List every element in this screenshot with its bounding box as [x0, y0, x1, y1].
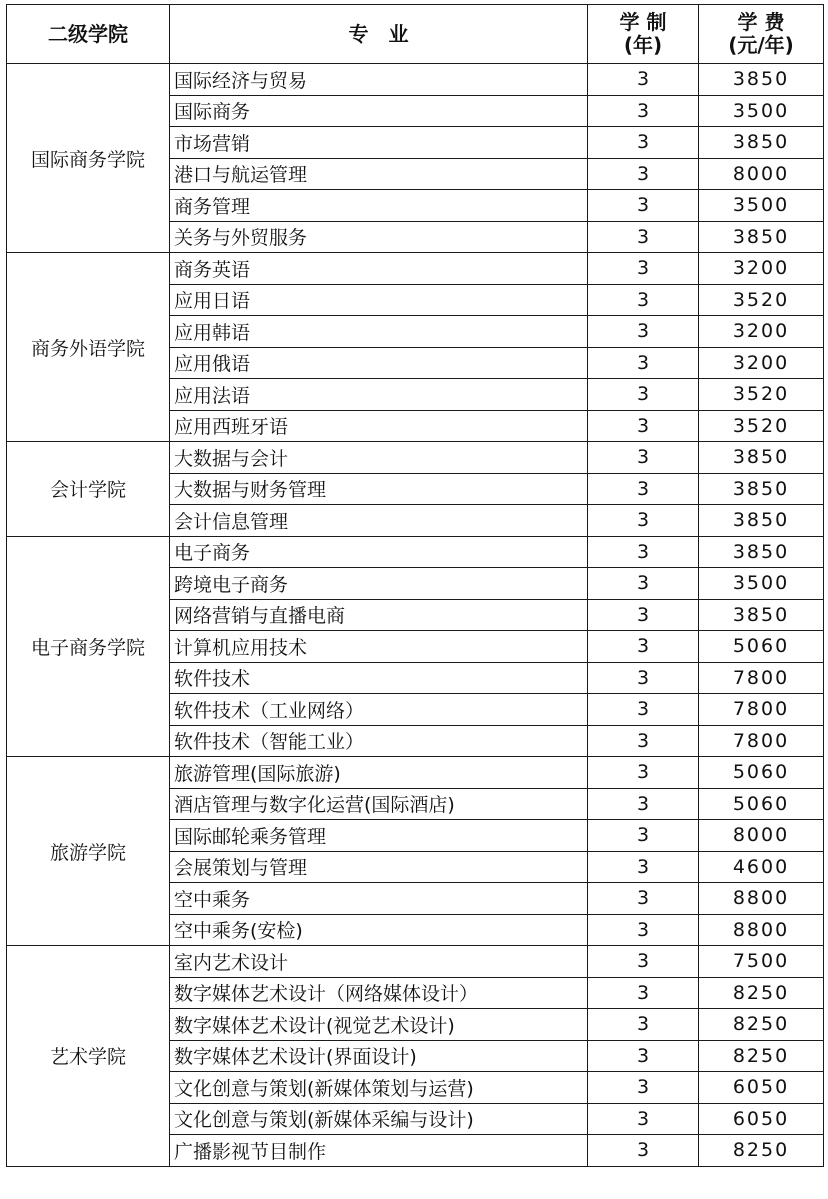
fee-cell: 8800: [699, 883, 824, 915]
major-cell: 旅游管理(国际旅游): [170, 757, 588, 789]
fee-cell: 5060: [699, 757, 824, 789]
fee-cell: 3200: [699, 347, 824, 379]
fee-cell: 6050: [699, 1072, 824, 1104]
years-cell: 3: [588, 694, 699, 726]
major-cell: 数字媒体艺术设计（网络媒体设计）: [170, 977, 588, 1009]
major-cell: 大数据与财务管理: [170, 473, 588, 505]
fee-cell: 4600: [699, 851, 824, 883]
table-row: [7, 442, 824, 474]
fee-cell: 3200: [699, 253, 824, 285]
years-cell: 3: [588, 536, 699, 568]
fee-cell: 3850: [699, 473, 824, 505]
major-cell: 数字媒体艺术设计(视觉艺术设计): [170, 1009, 588, 1041]
years-cell: 3: [588, 158, 699, 190]
major-cell: 文化创意与策划(新媒体采编与设计): [170, 1103, 588, 1135]
header-fee: [699, 5, 824, 64]
fee-cell: 5060: [699, 631, 824, 663]
table-row: [7, 757, 824, 789]
major-cell: 国际邮轮乘务管理: [170, 820, 588, 852]
major-cell: 会计信息管理: [170, 505, 588, 537]
major-cell: 空中乘务(安检): [170, 914, 588, 946]
fee-cell: 8000: [699, 158, 824, 190]
fee-cell: 5060: [699, 788, 824, 820]
years-cell: 3: [588, 442, 699, 474]
major-cell: 会展策划与管理: [170, 851, 588, 883]
major-cell: 应用俄语: [170, 347, 588, 379]
years-cell: 3: [588, 95, 699, 127]
college-cell: 艺术学院: [7, 946, 170, 1167]
college-cell: 电子商务学院: [7, 536, 170, 757]
major-cell: 国际经济与贸易: [170, 64, 588, 96]
header-major: 专 业: [170, 5, 588, 64]
header-years-line2: (年): [623, 33, 663, 57]
major-cell: 计算机应用技术: [170, 631, 588, 663]
years-cell: 3: [588, 1072, 699, 1104]
years-cell: 3: [588, 379, 699, 411]
major-cell: 跨境电子商务: [170, 568, 588, 600]
header-fee-line1: 学 费: [737, 10, 785, 34]
fee-cell: 3850: [699, 599, 824, 631]
college-cell: 旅游学院: [7, 757, 170, 946]
fee-cell: 7800: [699, 694, 824, 726]
years-cell: 3: [588, 1103, 699, 1135]
fee-cell: 3850: [699, 127, 824, 159]
years-cell: 3: [588, 914, 699, 946]
fee-cell: 6050: [699, 1103, 824, 1135]
major-cell: 港口与航运管理: [170, 158, 588, 190]
fee-cell: 7800: [699, 662, 824, 694]
table-body: [7, 64, 824, 1167]
header-college: 二级学院: [7, 5, 170, 64]
years-cell: 3: [588, 631, 699, 663]
years-cell: 3: [588, 599, 699, 631]
fee-cell: 3200: [699, 316, 824, 348]
years-cell: 3: [588, 1009, 699, 1041]
fee-cell: 3520: [699, 284, 824, 316]
table-row: [7, 64, 824, 96]
fee-cell: 3850: [699, 536, 824, 568]
major-cell: 关务与外贸服务: [170, 221, 588, 253]
years-cell: 3: [588, 253, 699, 285]
table-row: [7, 536, 824, 568]
major-cell: 室内艺术设计: [170, 946, 588, 978]
major-cell: 商务管理: [170, 190, 588, 222]
major-cell: 软件技术: [170, 662, 588, 694]
table-row: [7, 253, 824, 285]
major-cell: 大数据与会计: [170, 442, 588, 474]
fee-cell: 3850: [699, 442, 824, 474]
fee-cell: 8250: [699, 1135, 824, 1167]
major-cell: 广播影视节目制作: [170, 1135, 588, 1167]
fee-cell: 3500: [699, 568, 824, 600]
major-cell: 市场营销: [170, 127, 588, 159]
years-cell: 3: [588, 64, 699, 96]
major-cell: 空中乘务: [170, 883, 588, 915]
major-cell: 应用韩语: [170, 316, 588, 348]
table-row: [7, 946, 824, 978]
years-cell: 3: [588, 757, 699, 789]
years-cell: 3: [588, 1040, 699, 1072]
years-cell: 3: [588, 946, 699, 978]
fee-cell: 3500: [699, 190, 824, 222]
fee-cell: 8000: [699, 820, 824, 852]
fee-cell: 8800: [699, 914, 824, 946]
fee-cell: 3520: [699, 379, 824, 411]
years-cell: 3: [588, 505, 699, 537]
fee-cell: 3500: [699, 95, 824, 127]
years-cell: 3: [588, 410, 699, 442]
major-cell: 电子商务: [170, 536, 588, 568]
major-cell: 文化创意与策划(新媒体策划与运营): [170, 1072, 588, 1104]
years-cell: 3: [588, 127, 699, 159]
major-cell: 国际商务: [170, 95, 588, 127]
fee-cell: 3850: [699, 505, 824, 537]
fee-cell: 8250: [699, 1009, 824, 1041]
header-years-line1: 学 制: [619, 10, 667, 34]
years-cell: 3: [588, 221, 699, 253]
years-cell: 3: [588, 851, 699, 883]
years-cell: 3: [588, 473, 699, 505]
years-cell: 3: [588, 820, 699, 852]
header-row: [7, 5, 824, 64]
tuition-table: [6, 4, 824, 1167]
years-cell: 3: [588, 1135, 699, 1167]
years-cell: 3: [588, 568, 699, 600]
years-cell: 3: [588, 347, 699, 379]
major-cell: 软件技术（工业网络）: [170, 694, 588, 726]
college-cell: 国际商务学院: [7, 64, 170, 253]
years-cell: 3: [588, 788, 699, 820]
fee-cell: 7500: [699, 946, 824, 978]
college-cell: 会计学院: [7, 442, 170, 537]
major-cell: 应用日语: [170, 284, 588, 316]
major-cell: 商务英语: [170, 253, 588, 285]
page-bottom-margin: [0, 1192, 828, 1199]
major-cell: 软件技术（智能工业）: [170, 725, 588, 757]
major-cell: 应用西班牙语: [170, 410, 588, 442]
header-fee-line2: (元/年): [728, 33, 794, 57]
college-cell: 商务外语学院: [7, 253, 170, 442]
years-cell: 3: [588, 977, 699, 1009]
fee-cell: 8250: [699, 977, 824, 1009]
fee-cell: 3520: [699, 410, 824, 442]
fee-cell: 3850: [699, 221, 824, 253]
major-cell: 酒店管理与数字化运营(国际酒店): [170, 788, 588, 820]
major-cell: 数字媒体艺术设计(界面设计): [170, 1040, 588, 1072]
fee-cell: 7800: [699, 725, 824, 757]
years-cell: 3: [588, 725, 699, 757]
years-cell: 3: [588, 190, 699, 222]
header-years: [588, 5, 699, 64]
fee-cell: 8250: [699, 1040, 824, 1072]
years-cell: 3: [588, 662, 699, 694]
major-cell: 应用法语: [170, 379, 588, 411]
years-cell: 3: [588, 284, 699, 316]
fee-cell: 3850: [699, 64, 824, 96]
years-cell: 3: [588, 316, 699, 348]
years-cell: 3: [588, 883, 699, 915]
major-cell: 网络营销与直播电商: [170, 599, 588, 631]
